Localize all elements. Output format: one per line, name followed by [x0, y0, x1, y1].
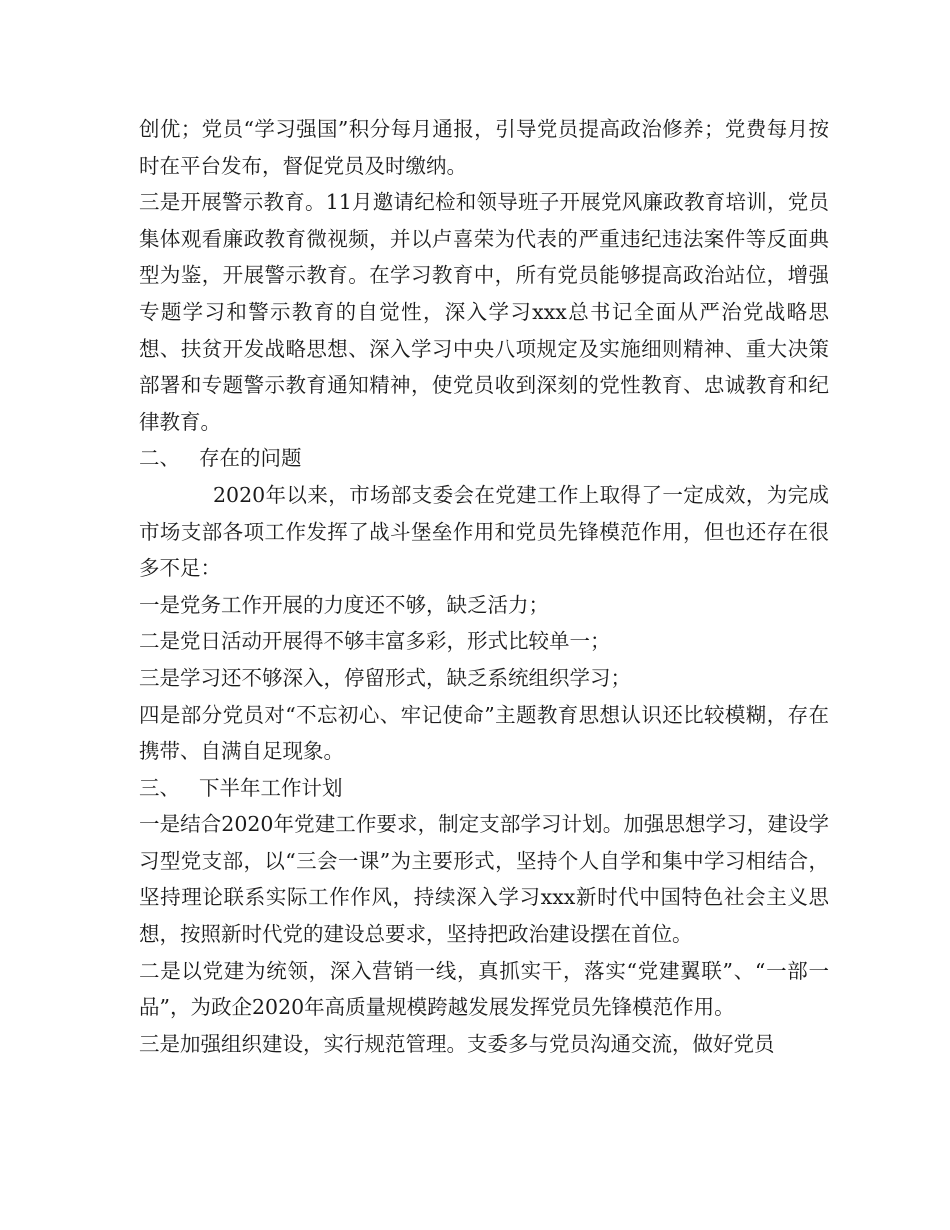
section-heading-problems — [139, 440, 829, 477]
paragraph-plan-3: 三是加强组织建设，实行规范管理。支委多与党员沟通交流，做好党员 — [139, 1031, 775, 1056]
section-title: 下半年工作计划 — [199, 775, 343, 800]
paragraph-problem-4: 四是部分党员对“不忘初心、牢记使命”主题教育思想认识还比较模糊，存在携带、自满自足现象。 — [139, 702, 829, 764]
paragraph-plan-1: 一是结合2020年党建工作要求，制定支部学习计划。加强思想学习，建设学习型党支部，以“三会一课”为主要形式，坚持个人自学和集中学习相结合，坚持理论联系实际工作作风，持续深入学习xxx新时代中国特色社会主义思想，按照新时代党的建设总要求，坚持把政治建设摆在首位。 — [139, 812, 829, 947]
paragraph-problems-intro: 2020年以来，市场部支委会在党建工作上取得了一定成效，为完成市场支部各项工作发挥了战斗堡垒作用和党员先锋模范作用，但也还存在很多不足： — [139, 482, 829, 581]
paragraph-problem-3: 三是学习还不够深入，停留形式，缺乏系统组织学习； — [139, 665, 631, 690]
paragraph-problem-1: 一是党务工作开展的力度还不够，缺乏活力； — [139, 592, 549, 617]
section-number: 二、 — [139, 446, 180, 471]
paragraph-party-activities-end: 创优；党员“学习强国”积分每月通报，引导党员提高政治修养；党费每月按时在平台发布，督促党员及时缴纳。 — [139, 117, 829, 178]
document-body — [139, 111, 829, 1062]
section-heading-plan — [139, 770, 829, 807]
paragraph-problem-2: 二是党日活动开展得不够丰富多彩，形式比较单一； — [139, 629, 611, 654]
section-number: 三、 — [139, 775, 180, 800]
paragraph-plan-2: 二是以党建为统领，深入营销一线，真抓实干，落实“党建翼联”、“一部一品”，为政企2020年高质量规模跨越发展发挥党员先锋模范作用。 — [139, 958, 829, 1020]
paragraph-warning-education: 三是开展警示教育。11月邀请纪检和领导班子开展党风廉政教育培训，党员集体观看廉政教育微视频，并以卢喜荣为代表的严重违纪违法案件等反面典型为鉴，开展警示教育。在学习教育中，所有党员能够提高政治站位，增强专题学习和警示教育的自觉性，深入学习xxx总书记全面从严治党战略思想、扶贫开发战略思想、深入学习中央八项规定及实施细则精神、重大决策部署和专题警示教育通知精神，使党员收到深刻的党性教育、忠诚教育和纪律教育。 — [139, 190, 829, 434]
section-title: 存在的问题 — [199, 446, 302, 471]
